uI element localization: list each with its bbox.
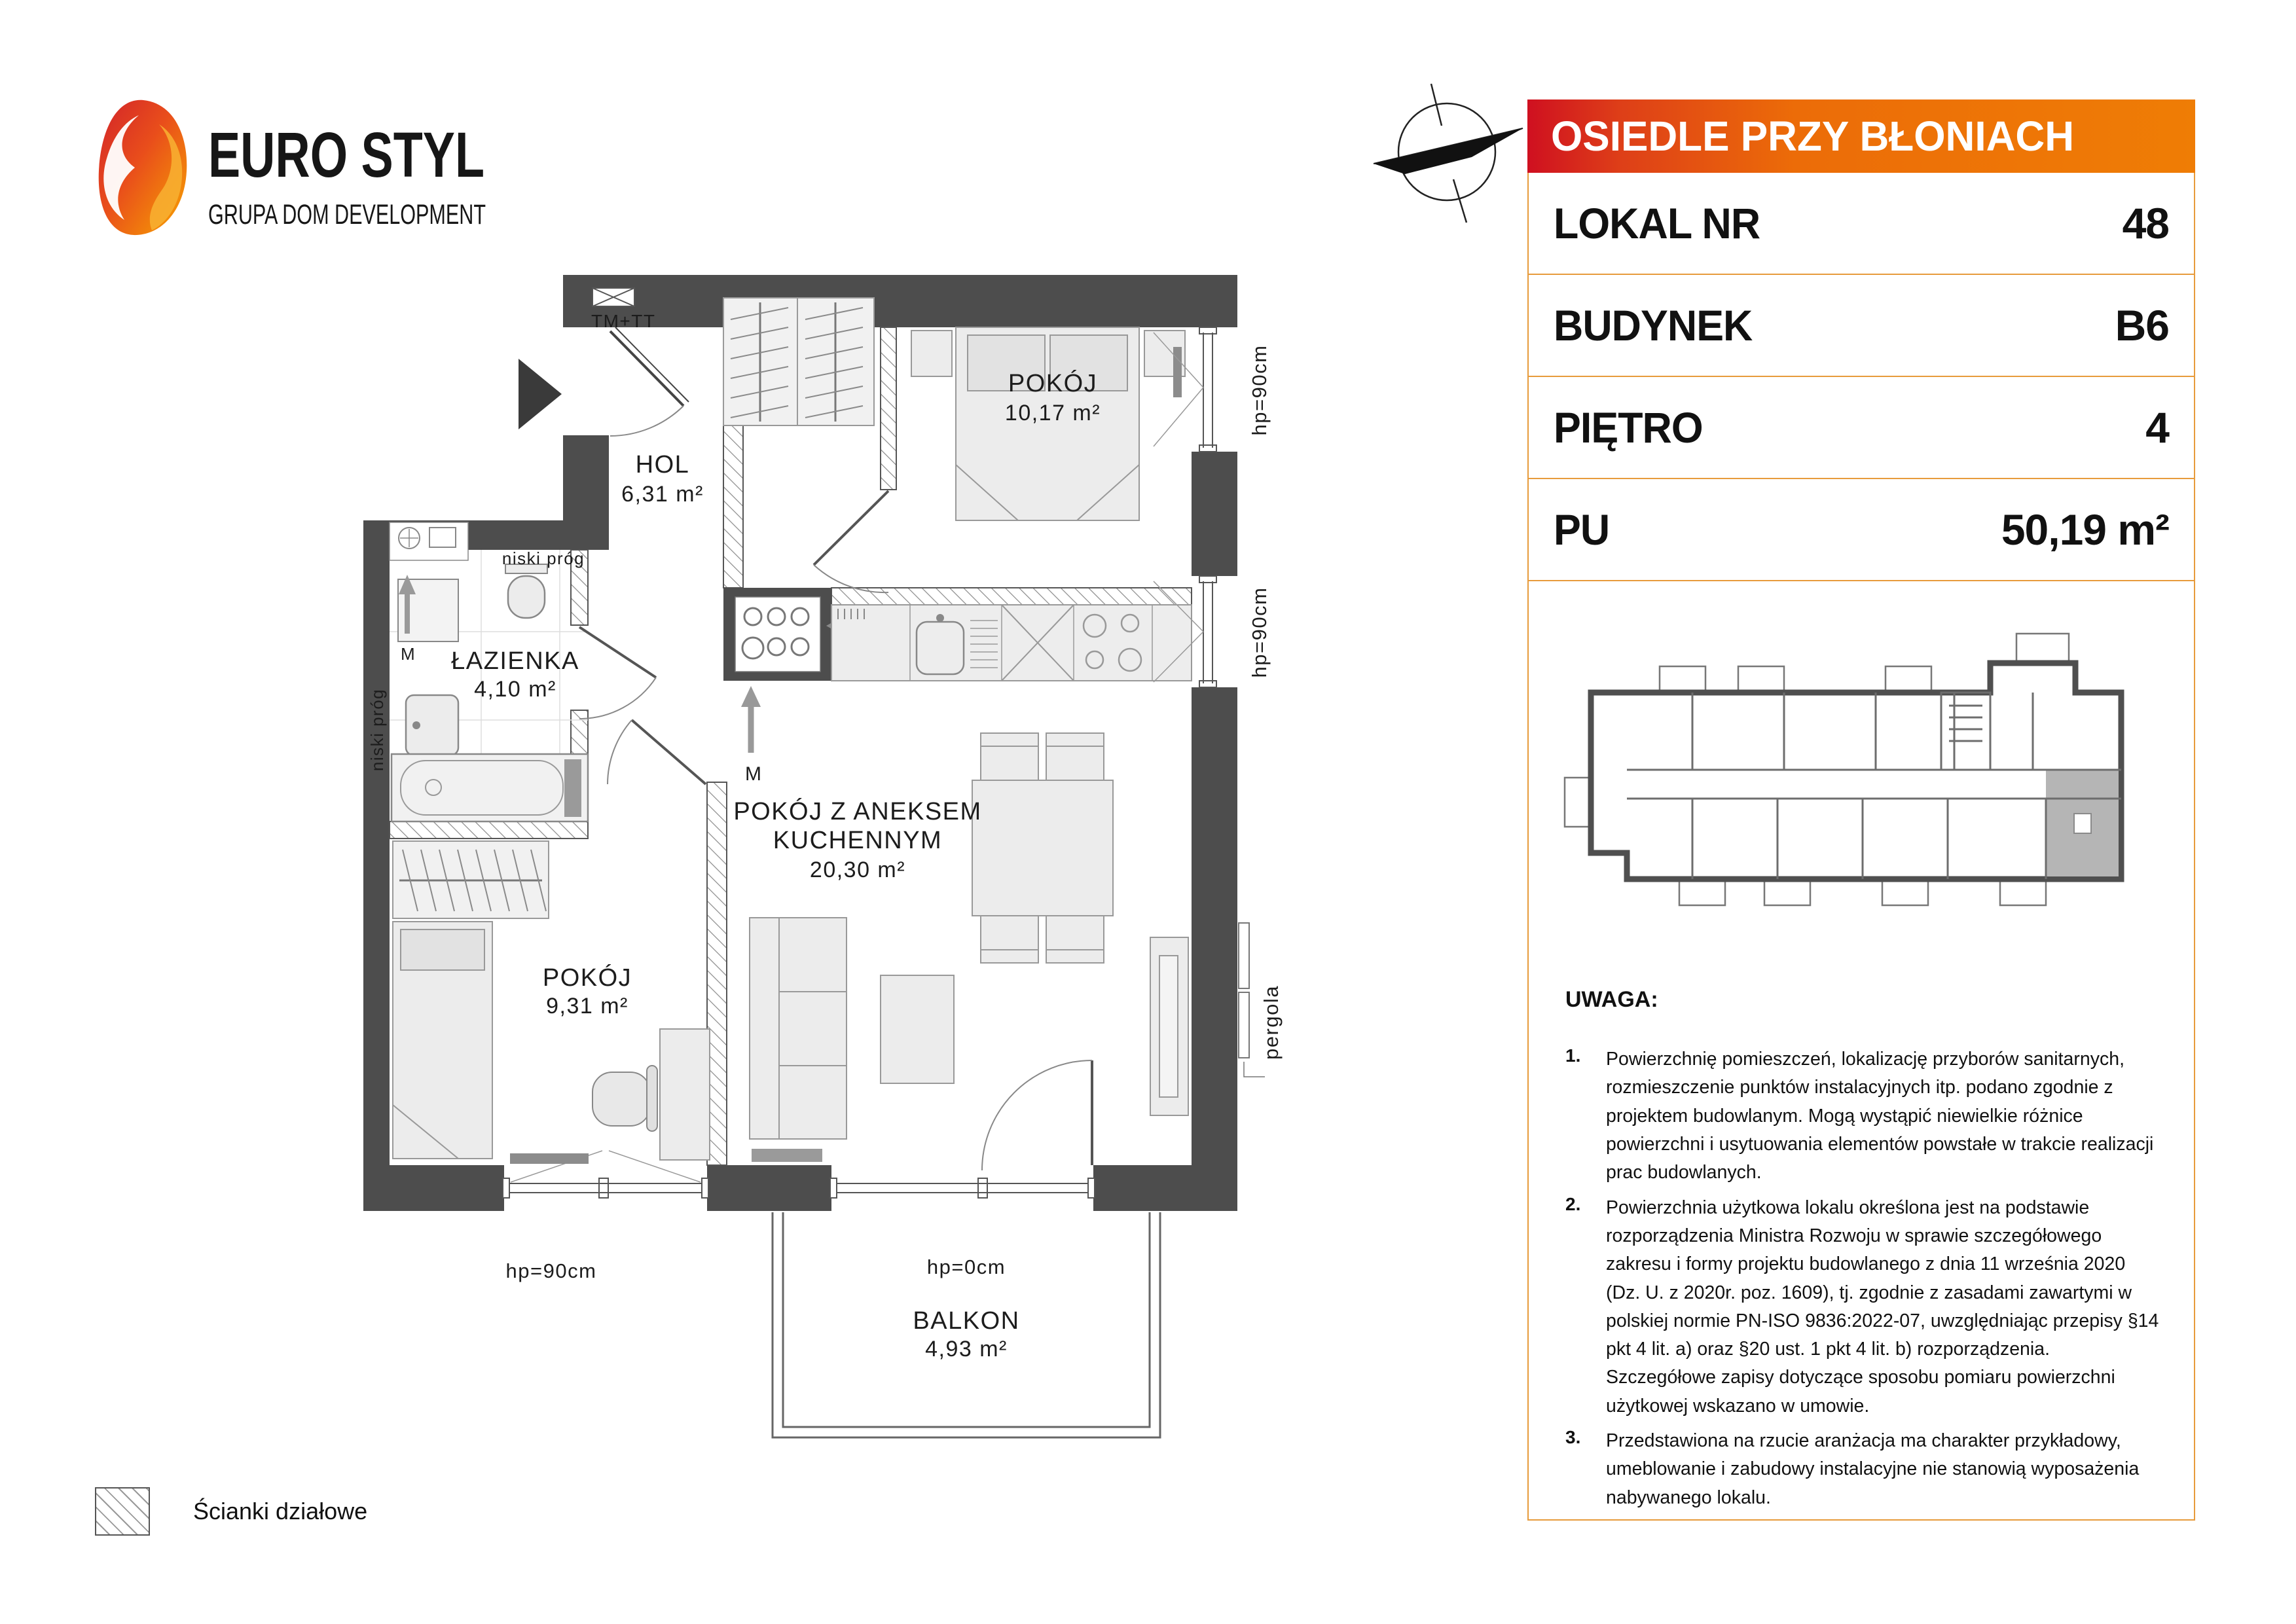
- pergola-label: pergola: [1260, 985, 1283, 1060]
- pietro-label: PIĘTRO: [1554, 403, 1703, 452]
- room-area-living: 20,30 m²: [809, 857, 906, 882]
- pietro-value: 4: [2145, 403, 2169, 452]
- room-area-balcony: 4,93 m²: [925, 1337, 1008, 1362]
- legend-partition-walls: [95, 1487, 367, 1536]
- bath-water-mark: M: [401, 644, 416, 664]
- entrance-arrow-icon: [519, 359, 562, 429]
- info-row-pietro: [1527, 377, 2195, 479]
- room-name-bedroom-main: POKÓJ: [1008, 370, 1098, 397]
- kitchen-counter: [831, 605, 1192, 681]
- balcony-door: [982, 1060, 1092, 1170]
- info-panel: [1527, 99, 2195, 1521]
- tm-tt-symbol: [592, 288, 634, 306]
- room-area-hall: 6,31 m²: [621, 482, 704, 507]
- building-overview-minimap: [1529, 621, 2194, 941]
- note-number: 2.: [1565, 1193, 1581, 1214]
- hp90-right-mid-label: hp=90cm: [1248, 586, 1271, 678]
- radiator: [1173, 347, 1182, 397]
- brand-subtitle: GRUPA DOM DEVELOPMENT: [208, 199, 486, 230]
- room-name-bedroom2: POKÓJ: [542, 964, 632, 992]
- bedroom2-door: [608, 720, 706, 784]
- eurostyl-logo: [99, 100, 486, 235]
- tm-tt-label: TM+TT: [591, 311, 656, 331]
- room-area-bedroom2: 9,31 m²: [546, 994, 629, 1019]
- room-name-living-2: KUCHENNYM: [773, 827, 943, 854]
- note-text: Powierzchnia użytkowa lokalu określona jest na podstawie rozporządzenia Ministra Rozwoju w sprawie szczegółowego zakresu i formy projektu budowlanego z dnia 11 września 2020 (Dz. U. z 2020r. poz. 1609), tj. zgodnie z zasadami zawartymi w polskiej normie PN-ISO 9836:2022-07, uwzględniając przepisy §14 pkt 4 lit. a) oraz §20 ust. 1 pkt 4 lit. b) rozporządzenia. Szczegółowe zapisy dotyczące sposobu pomiaru powierzchni użytkowej wskazano w umowie.: [1606, 1197, 2159, 1416]
- living-room-furniture: [750, 733, 1188, 1139]
- room-name-bathroom: ŁAZIENKA: [451, 647, 579, 675]
- room-area-bedroom-main: 10,17 m²: [1004, 401, 1101, 425]
- hatch-swatch-icon: [95, 1487, 150, 1536]
- budynek-label: BUDYNEK: [1554, 301, 1753, 350]
- notes-section: [1565, 987, 2162, 1519]
- hp90-bottom-label: hp=90cm: [505, 1259, 597, 1282]
- radiator: [510, 1153, 589, 1164]
- kitchen-water-mark: M: [745, 763, 763, 785]
- room-name-balcony: BALKON: [913, 1307, 1020, 1335]
- compass-icon: [1374, 84, 1523, 223]
- pu-label: PU: [1554, 505, 1610, 554]
- bedroom-main-door: [814, 491, 888, 592]
- note-text: Powierzchnię pomieszczeń, lokalizację przyborów sanitarnych, rozmieszczenie punktów instalacyjnych itp. podano zgodnie z projektem budowlanym. Mogą wystąpić niewielkie różnice powierzchni i usytuowania elementów powstałe w trakcie realizacji prac budowlanych.: [1606, 1049, 2154, 1183]
- lokal-value: 48: [2122, 199, 2169, 247]
- pu-value: 50,19 m²: [2001, 505, 2169, 554]
- info-row-pu: [1527, 479, 2195, 581]
- bathroom-door: [579, 627, 656, 719]
- estate-header: [1527, 99, 2195, 173]
- note-number: 1.: [1565, 1045, 1581, 1066]
- hp90-right-top-label: hp=90cm: [1248, 344, 1271, 436]
- room-name-living-1: POKÓJ Z ANEKSEM: [733, 798, 982, 825]
- note-text: Przedstawiona na rzucie aranżacja ma charakter przykładowy, umeblowanie i zabudowy instalacyjne nie stanowią wyposażenia nabywanego lokalu.: [1606, 1430, 2140, 1508]
- lokal-label: LOKAL NR: [1554, 199, 1760, 247]
- room-area-bathroom: 4,10 m²: [474, 677, 556, 702]
- hp0-label: hp=0cm: [926, 1255, 1006, 1278]
- niski-prog-side-label: niski próg: [367, 688, 387, 772]
- bedroom2-wardrobe: [393, 841, 549, 918]
- panel-body: [1527, 581, 2195, 1521]
- note-number: 3.: [1565, 1427, 1581, 1448]
- hall-wardrobe: [723, 298, 874, 425]
- entrance-door: [519, 327, 689, 436]
- note-item-1: [1565, 1045, 2162, 1187]
- brand-name: EURO STYL: [208, 119, 484, 190]
- niski-prog-top-label: niski próg: [501, 549, 585, 568]
- legend-label: Ścianki działowe: [193, 1498, 368, 1525]
- info-row-budynek: [1527, 275, 2195, 377]
- notes-title: UWAGA:: [1565, 987, 1658, 1012]
- room-name-hall: HOL: [635, 451, 690, 478]
- budynek-value: B6: [2115, 301, 2169, 350]
- note-item-3: [1565, 1427, 2162, 1512]
- note-item-2: [1565, 1194, 2162, 1421]
- info-row-lokal: [1527, 173, 2195, 275]
- apartment-floor-plan: [363, 275, 1283, 1437]
- doormat: [752, 1149, 822, 1162]
- bedroom2-furniture: [393, 922, 710, 1160]
- estate-name: OSIEDLE PRZY BŁONIACH: [1551, 113, 2075, 160]
